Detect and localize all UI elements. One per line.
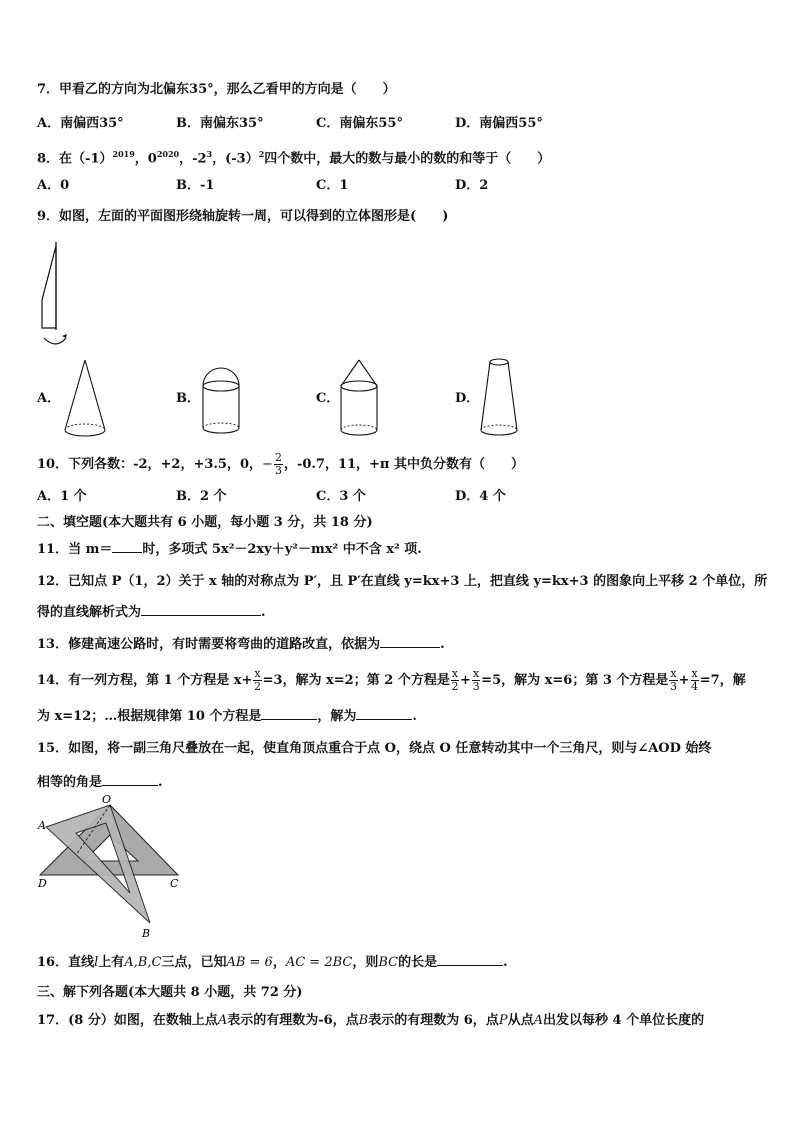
q14-solution-blank[interactable] [356,707,412,720]
q9-plane-figure [34,238,78,350]
q15-triangle-rulers-figure [34,793,184,939]
q8-stem: 8．在$(-1)^{2019}$，$0^{2020}$，$-2^3$，(-3）$^2$四个数中，最大的数与最小的数的和等于（ ） [37,149,551,167]
label-d: D [38,877,47,890]
q7-stem: 7．甲看乙的方向为北偏东35°，那么乙看甲的方向是（ ） [37,82,396,97]
q7-option-c: C．南偏东55° [316,116,403,131]
q7-option-b: B．南偏东35° [176,116,264,131]
q9-frustum-figure [476,354,522,440]
q14-line-2: 为 x=12；…根据规律第 10 个方程是 ，解为 . [37,709,417,724]
rotation-arrow-icon [44,338,66,344]
q7-option-a: A．南偏西35° [37,116,124,131]
section-2-title: 二、填空题(本大题共有 6 小题，每小题 3 分，共 18 分) [37,515,373,530]
q9-stem: 9．如图，左面的平面图形绕轴旋转一周，可以得到的立体图形是( ) [37,209,449,224]
label-o: O [102,793,112,806]
label-b: B [142,927,151,939]
q7-option-d: D．南偏西55° [455,116,543,131]
q10-option-c: C．3 个 [316,489,366,504]
q10-stem: 10．下列各数：-2，+2，+3.5，0，− $\frac{2}{3}$ ，-0.7，11，+π 其中负分数有（ ） [37,451,524,477]
q11-stem: 11．当 m＝ 时，多项式 5x²－2xy＋y²－mx² 中不含 x² 项. [37,542,422,557]
q9-option-c: C． [316,391,340,406]
q9-option-d: D． [455,391,480,406]
q17-stem: 17．(8 分）如图，在数轴上点A表示的有理数为-6，点B表示的有理数为 6，点P从点A出发以每秒 4 个单位长度的 [37,1013,705,1028]
q11-answer-blank[interactable] [112,540,142,553]
q8-option-a: A．0 [37,178,70,193]
q9-option-b: B． [176,391,200,406]
trapezoid-shape [42,246,56,328]
q12-answer-blank[interactable] [141,603,261,616]
q9-cone-figure [60,356,110,440]
q9-cylinder-cone-figure [336,356,382,440]
q8-option-d: D．2 [455,178,489,193]
section-3-title: 三、解下列各题(本大题共 8 小题，共 72 分) [37,985,303,1000]
q10-option-a: A．1 个 [37,489,87,504]
q10-option-d: D．4 个 [455,489,506,504]
q9-cylinder-hemisphere-figure [198,364,244,440]
q13-answer-blank[interactable] [380,635,440,648]
label-a: A [38,819,46,832]
label-c: C [170,877,179,890]
q8-option-c: C．1 [316,178,349,193]
q12-line-2: 得的直线解析式为 . [37,605,266,620]
q16-stem: 16．直线l上有A,B,C三点，已知AB = 6，AC = 2BC，则BC的长是 . [37,955,508,970]
q14-equation-blank[interactable] [261,707,317,720]
q15-answer-blank[interactable] [102,773,158,786]
q15-line-1: 15．如图，将一副三角尺叠放在一起，使直角顶点重合于点 O，绕点 O 任意转动其中一个三角尺，则与∠AOD 始终 [37,741,712,756]
q12-line-1: 12．已知点 P（1，2）关于 x 轴的对称点为 P′，且 P′在直线 y=kx+3 上，把直线 y=kx+3 的图象向上平移 2 个单位，所 [37,574,768,589]
q9-option-a: A． [37,391,61,406]
q8-option-b: B．-1 [176,178,215,193]
q14-line-1: 14．有一列方程，第 1 个方程是 x+ $\frac{x}{2}$ =3，解为 x=2；第 2 个方程是 $\frac{x}{2}$ + $\frac{x}{3}$ =5，解为 x=6；第 3 个方程是 $\frac{x}{3}$ + $\frac{x}{4}$ =7，解 [37,667,746,693]
q16-answer-blank[interactable] [437,953,503,966]
q13-stem: 13．修建高速公路时，有时需要将弯曲的道路改直，依据为 . [37,637,445,652]
q15-line-2: 相等的角是 . [37,775,163,790]
q10-option-b: B．2 个 [176,489,227,504]
